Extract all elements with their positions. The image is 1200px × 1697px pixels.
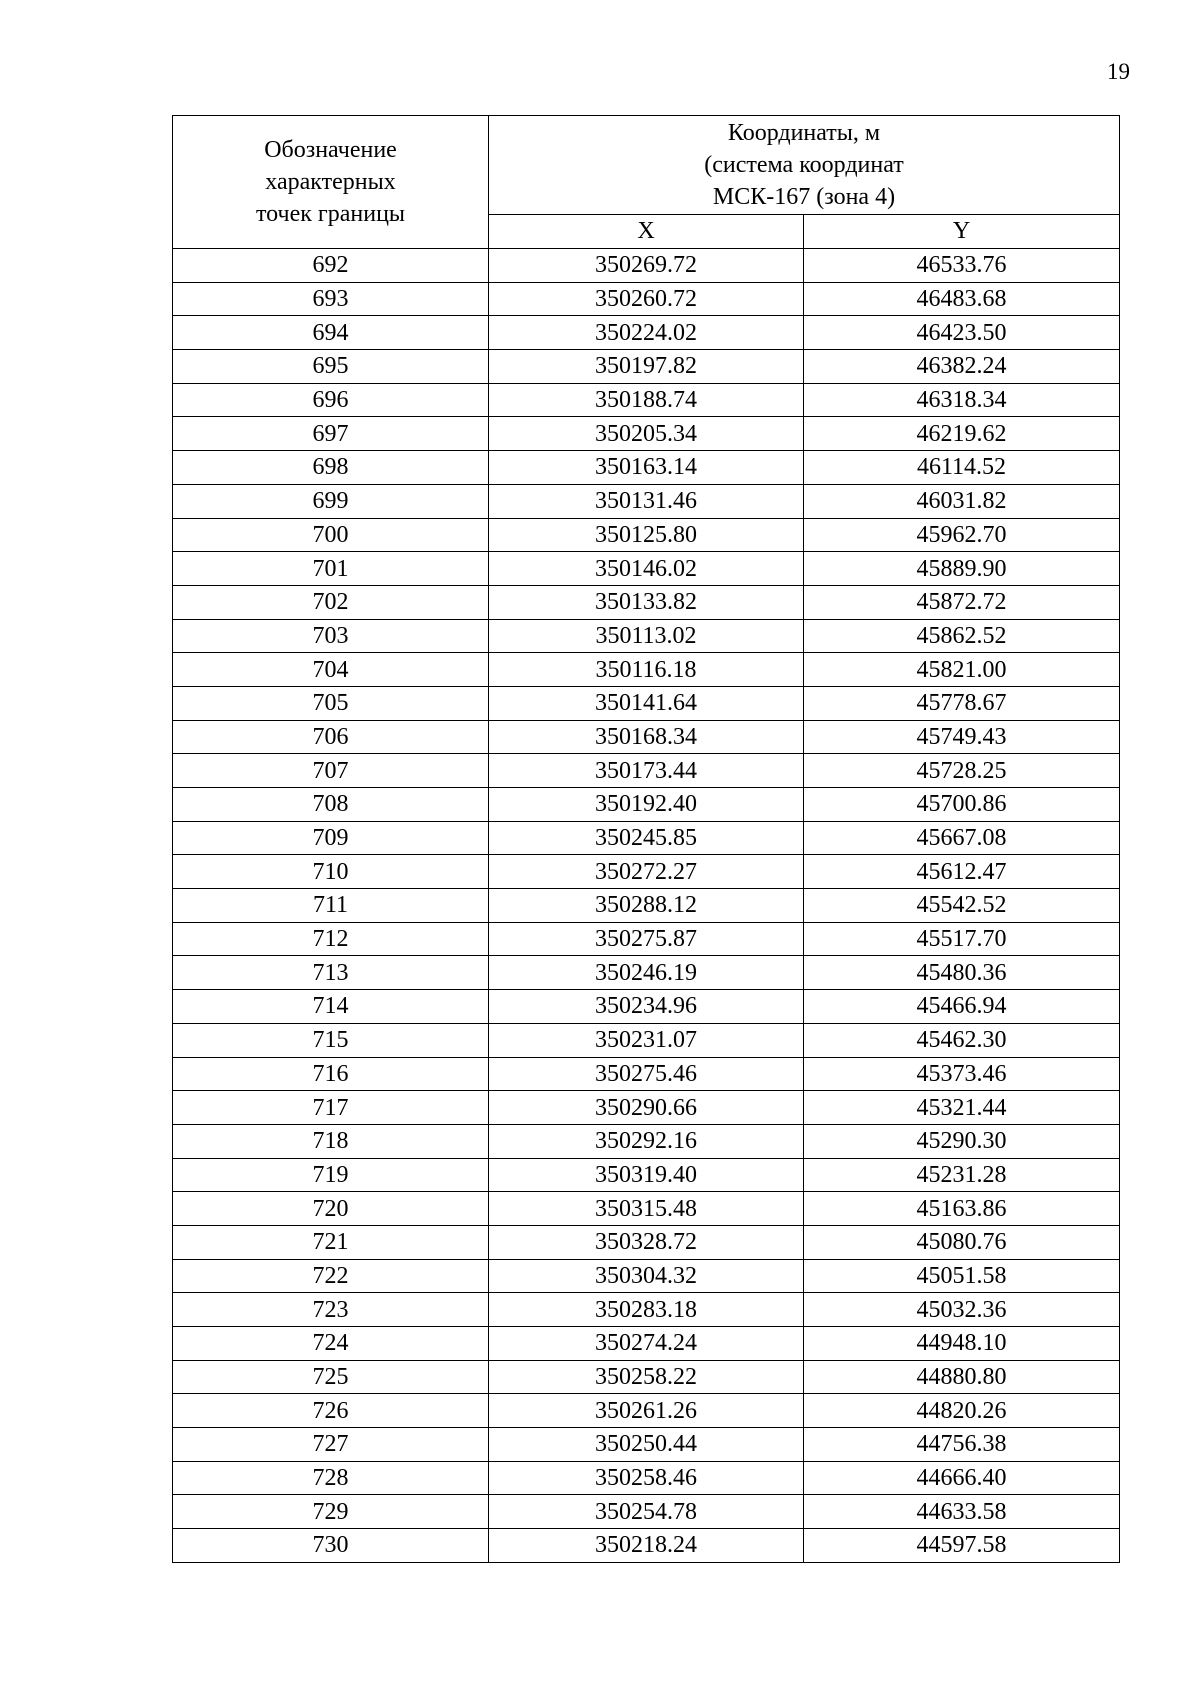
table-row <box>173 316 1120 350</box>
y-coordinate-cell: 45962.70 <box>804 518 1120 552</box>
table-row <box>173 653 1120 687</box>
table-row <box>173 956 1120 990</box>
point-id-cell: 702 <box>173 585 489 619</box>
header-x: X <box>489 214 804 248</box>
header-point-text: Обозначение характерных точек границы <box>255 137 406 227</box>
x-coordinate-cell: 350269.72 <box>489 249 804 283</box>
x-coordinate-cell: 350116.18 <box>489 653 804 687</box>
point-id-cell: 694 <box>173 316 489 350</box>
y-coordinate-cell: 44666.40 <box>804 1461 1120 1495</box>
y-coordinate-cell: 44820.26 <box>804 1394 1120 1428</box>
x-coordinate-cell: 350254.78 <box>489 1495 804 1529</box>
y-coordinate-cell: 45480.36 <box>804 956 1120 990</box>
table-row <box>173 1124 1120 1158</box>
y-coordinate-cell: 44597.58 <box>804 1529 1120 1563</box>
point-id-cell: 701 <box>173 552 489 586</box>
point-id-cell: 700 <box>173 518 489 552</box>
y-coordinate-cell: 45290.30 <box>804 1124 1120 1158</box>
table-row <box>173 484 1120 518</box>
y-coordinate-cell: 45728.25 <box>804 754 1120 788</box>
x-coordinate-cell: 350275.46 <box>489 1057 804 1091</box>
header-coords-line-1: Координаты, м <box>727 119 881 146</box>
table-row <box>173 1360 1120 1394</box>
table-row <box>173 1327 1120 1361</box>
x-coordinate-cell: 350250.44 <box>489 1428 804 1462</box>
point-id-cell: 696 <box>173 383 489 417</box>
point-id-cell: 695 <box>173 350 489 384</box>
point-id-cell: 710 <box>173 855 489 889</box>
point-id-cell: 716 <box>173 1057 489 1091</box>
y-coordinate-cell: 44756.38 <box>804 1428 1120 1462</box>
header-y: Y <box>804 214 1120 248</box>
y-coordinate-cell: 45051.58 <box>804 1259 1120 1293</box>
x-coordinate-cell: 350173.44 <box>489 754 804 788</box>
table-row <box>173 1158 1120 1192</box>
x-coordinate-cell: 350319.40 <box>489 1158 804 1192</box>
x-coordinate-cell: 350133.82 <box>489 585 804 619</box>
y-coordinate-cell: 44633.58 <box>804 1495 1120 1529</box>
x-coordinate-cell: 350258.22 <box>489 1360 804 1394</box>
y-coordinate-cell: 45080.76 <box>804 1225 1120 1259</box>
y-coordinate-cell: 45700.86 <box>804 788 1120 822</box>
y-coordinate-cell: 45872.72 <box>804 585 1120 619</box>
table-row <box>173 350 1120 384</box>
x-coordinate-cell: 350283.18 <box>489 1293 804 1327</box>
table-header <box>173 116 1120 249</box>
y-coordinate-cell: 45778.67 <box>804 686 1120 720</box>
y-coordinate-cell: 45862.52 <box>804 619 1120 653</box>
header-coords-line-2: (система координат <box>704 151 904 178</box>
table-row <box>173 383 1120 417</box>
point-id-cell: 723 <box>173 1293 489 1327</box>
y-coordinate-cell: 44948.10 <box>804 1327 1120 1361</box>
point-id-cell: 720 <box>173 1192 489 1226</box>
x-coordinate-cell: 350168.34 <box>489 720 804 754</box>
table-body <box>173 249 1120 1563</box>
table-row <box>173 1057 1120 1091</box>
x-coordinate-cell: 350292.16 <box>489 1124 804 1158</box>
x-coordinate-cell: 350125.80 <box>489 518 804 552</box>
x-coordinate-cell: 350197.82 <box>489 350 804 384</box>
coordinates-table <box>172 115 1120 1563</box>
x-coordinate-cell: 350163.14 <box>489 451 804 485</box>
table-row <box>173 821 1120 855</box>
point-id-cell: 713 <box>173 956 489 990</box>
y-coordinate-cell: 45231.28 <box>804 1158 1120 1192</box>
table-row <box>173 1192 1120 1226</box>
point-id-cell: 698 <box>173 451 489 485</box>
x-coordinate-cell: 350231.07 <box>489 1023 804 1057</box>
point-id-cell: 705 <box>173 686 489 720</box>
table-row <box>173 451 1120 485</box>
header-coordinates <box>489 116 1120 215</box>
y-coordinate-cell: 46483.68 <box>804 282 1120 316</box>
x-coordinate-cell: 350146.02 <box>489 552 804 586</box>
x-coordinate-cell: 350113.02 <box>489 619 804 653</box>
point-id-cell: 718 <box>173 1124 489 1158</box>
x-coordinate-cell: 350192.40 <box>489 788 804 822</box>
x-coordinate-cell: 350205.34 <box>489 417 804 451</box>
point-id-cell: 707 <box>173 754 489 788</box>
y-coordinate-cell: 46031.82 <box>804 484 1120 518</box>
point-id-cell: 711 <box>173 889 489 923</box>
table-row <box>173 249 1120 283</box>
y-coordinate-cell: 45032.36 <box>804 1293 1120 1327</box>
point-id-cell: 724 <box>173 1327 489 1361</box>
point-id-cell: 719 <box>173 1158 489 1192</box>
x-coordinate-cell: 350245.85 <box>489 821 804 855</box>
table-row <box>173 686 1120 720</box>
table-row <box>173 1394 1120 1428</box>
page-number: 19 <box>1107 59 1130 84</box>
y-coordinate-cell: 46219.62 <box>804 417 1120 451</box>
table-row <box>173 855 1120 889</box>
y-coordinate-cell: 45466.94 <box>804 990 1120 1024</box>
point-id-cell: 722 <box>173 1259 489 1293</box>
table-row <box>173 754 1120 788</box>
table-row <box>173 990 1120 1024</box>
point-id-cell: 708 <box>173 788 489 822</box>
table-row <box>173 1023 1120 1057</box>
table-row <box>173 1225 1120 1259</box>
table-row <box>173 1495 1120 1529</box>
point-id-cell: 706 <box>173 720 489 754</box>
x-coordinate-cell: 350261.26 <box>489 1394 804 1428</box>
table-row <box>173 889 1120 923</box>
table-row <box>173 1529 1120 1563</box>
x-coordinate-cell: 350188.74 <box>489 383 804 417</box>
x-coordinate-cell: 350131.46 <box>489 484 804 518</box>
point-id-cell: 712 <box>173 922 489 956</box>
table-row <box>173 788 1120 822</box>
x-coordinate-cell: 350275.87 <box>489 922 804 956</box>
y-coordinate-cell: 45889.90 <box>804 552 1120 586</box>
x-coordinate-cell: 350290.66 <box>489 1091 804 1125</box>
y-coordinate-cell: 45749.43 <box>804 720 1120 754</box>
point-id-cell: 725 <box>173 1360 489 1394</box>
table-row <box>173 1259 1120 1293</box>
table-row <box>173 619 1120 653</box>
x-coordinate-cell: 350328.72 <box>489 1225 804 1259</box>
y-coordinate-cell: 44880.80 <box>804 1360 1120 1394</box>
y-coordinate-cell: 46533.76 <box>804 249 1120 283</box>
table-row <box>173 585 1120 619</box>
point-id-cell: 729 <box>173 1495 489 1529</box>
y-coordinate-cell: 45821.00 <box>804 653 1120 687</box>
table-row <box>173 720 1120 754</box>
x-coordinate-cell: 350234.96 <box>489 990 804 1024</box>
x-coordinate-cell: 350274.24 <box>489 1327 804 1361</box>
table-row <box>173 282 1120 316</box>
y-coordinate-cell: 46423.50 <box>804 316 1120 350</box>
x-coordinate-cell: 350304.32 <box>489 1259 804 1293</box>
point-id-cell: 717 <box>173 1091 489 1125</box>
x-coordinate-cell: 350272.27 <box>489 855 804 889</box>
point-id-cell: 727 <box>173 1428 489 1462</box>
point-id-cell: 726 <box>173 1394 489 1428</box>
point-id-cell: 692 <box>173 249 489 283</box>
table-row <box>173 552 1120 586</box>
table-row <box>173 1461 1120 1495</box>
x-coordinate-cell: 350246.19 <box>489 956 804 990</box>
y-coordinate-cell: 45542.52 <box>804 889 1120 923</box>
x-coordinate-cell: 350258.46 <box>489 1461 804 1495</box>
y-coordinate-cell: 46382.24 <box>804 350 1120 384</box>
point-id-cell: 699 <box>173 484 489 518</box>
y-coordinate-cell: 46318.34 <box>804 383 1120 417</box>
table-row <box>173 922 1120 956</box>
point-id-cell: 715 <box>173 1023 489 1057</box>
table-row <box>173 1091 1120 1125</box>
table-row <box>173 1293 1120 1327</box>
point-id-cell: 730 <box>173 1529 489 1563</box>
x-coordinate-cell: 350260.72 <box>489 282 804 316</box>
y-coordinate-cell: 45373.46 <box>804 1057 1120 1091</box>
point-id-cell: 714 <box>173 990 489 1024</box>
y-coordinate-cell: 45462.30 <box>804 1023 1120 1057</box>
y-coordinate-cell: 45667.08 <box>804 821 1120 855</box>
point-id-cell: 728 <box>173 1461 489 1495</box>
x-coordinate-cell: 350218.24 <box>489 1529 804 1563</box>
point-id-cell: 704 <box>173 653 489 687</box>
table-row <box>173 1428 1120 1462</box>
x-coordinate-cell: 350141.64 <box>489 686 804 720</box>
y-coordinate-cell: 46114.52 <box>804 451 1120 485</box>
y-coordinate-cell: 45612.47 <box>804 855 1120 889</box>
point-id-cell: 693 <box>173 282 489 316</box>
table-row <box>173 518 1120 552</box>
point-id-cell: 721 <box>173 1225 489 1259</box>
table-row <box>173 417 1120 451</box>
y-coordinate-cell: 45517.70 <box>804 922 1120 956</box>
x-coordinate-cell: 350315.48 <box>489 1192 804 1226</box>
y-coordinate-cell: 45321.44 <box>804 1091 1120 1125</box>
point-id-cell: 697 <box>173 417 489 451</box>
x-coordinate-cell: 350224.02 <box>489 316 804 350</box>
header-coords-line-3: МСК-167 (зона 4) <box>712 183 896 210</box>
y-coordinate-cell: 45163.86 <box>804 1192 1120 1226</box>
point-id-cell: 709 <box>173 821 489 855</box>
header-point-designation <box>173 116 489 249</box>
x-coordinate-cell: 350288.12 <box>489 889 804 923</box>
point-id-cell: 703 <box>173 619 489 653</box>
